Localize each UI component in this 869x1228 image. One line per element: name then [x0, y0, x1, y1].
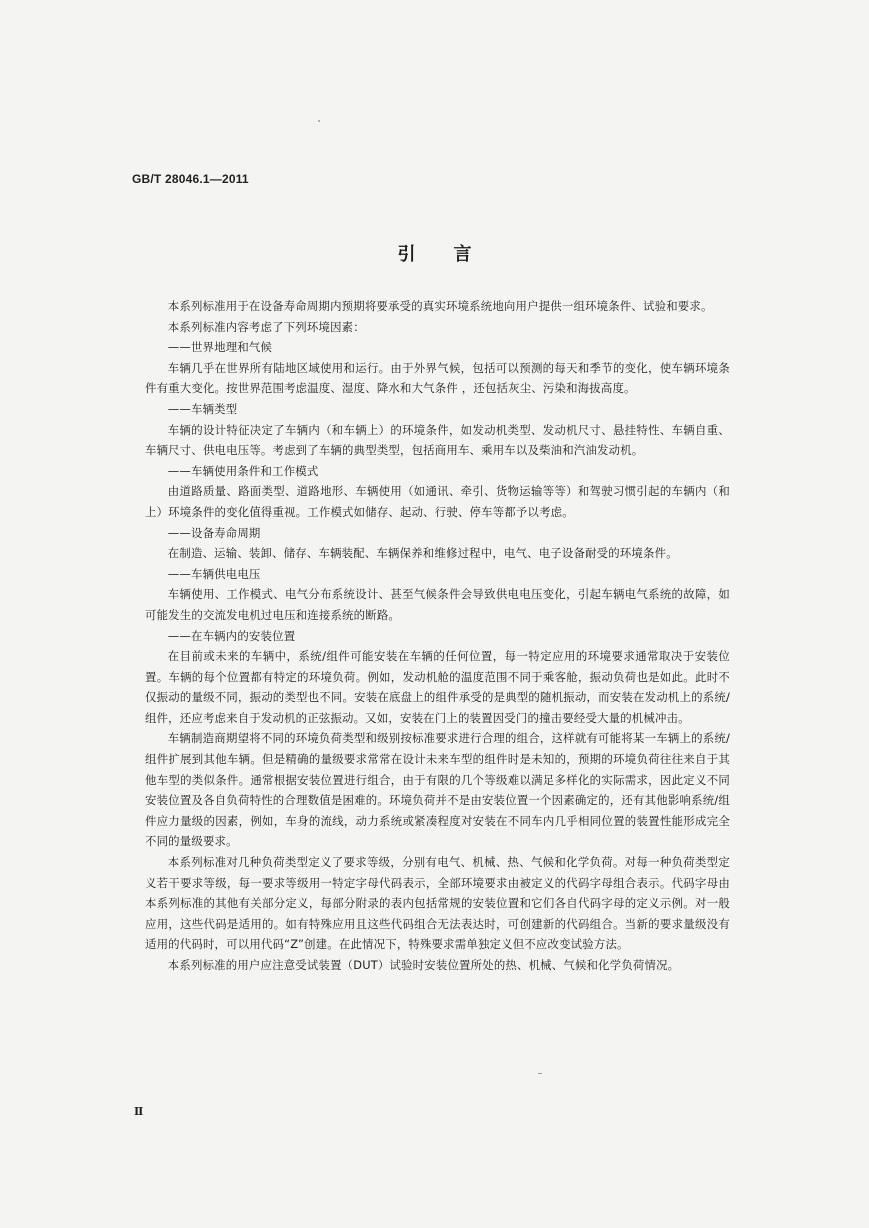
scan-speck [318, 120, 320, 122]
paragraph: 本系列标准对几种负荷类型定义了要求等级，分别有电气、机械、热、气候和化学负荷。对每一种负荷类型定义若干要求等级，每一要求等级用一特定字母代码表示，全部环境要求由被定义的代码字母组合表示。代码字母由本系列标准的其他有关部分定义，每部分附录的表内包括常规的安装位置和它们各自代码字母的定义示例。对一般应用，这些代码是适用的。如有特殊应用且这些代码组合无法表达时，可创建新的代码组合。当新的要求量级没有适用的代码时，可以用代码“Z”创建。在此情况下，特殊要求需单独定义但不应改变试验方法。 [145, 855, 730, 952]
body-text [145, 296, 730, 976]
paragraph: 在制造、运输、装卸、储存、车辆装配、车辆保养和维修过程中，电气、电子设备耐受的环境条件。 [167, 546, 678, 561]
paragraph: 车辆几乎在世界所有陆地区域使用和运行。由于外界气候，包括可以预测的每天和季节的变化，使车辆环境条件有重大变化。按世界范围考虑温度、湿度、降水和大气条件 ，还包括灰尘、污染和海拔高度。 [145, 360, 730, 396]
section-dash-heading: ——世界地理和气候 [167, 340, 273, 355]
page-title: 引言 [397, 244, 510, 265]
paragraph: 本系列标准内容考虑了下列环境因素： [167, 319, 365, 334]
paragraph: 在目前或未来的车辆中，系统/组件可能安装在车辆的任何位置，每一特定应用的环境要求通常取决于安装位置。车辆的每个位置都有特定的环境负荷。例如，发动机舱的温度范围不同于乘客舱，振动负荷也是如此。此时不仅振动的量级不同，振动的类型也不同。安装在底盘上的组件承受的是典型的随机振动，而安装在发动机上的系统/组件，还应考虑来自于发动机的正弦振动。又如，安装在门上的装置因受门的撞击要经受大量的机械冲击。 [145, 649, 730, 725]
section-dash-heading: ——在车辆内的安装位置 [167, 628, 296, 643]
standard-code: GB/T 28046.1—2011 [132, 172, 249, 186]
paragraph: 车辆的设计特征决定了车辆内（和车辆上）的环境条件，如发动机类型、发动机尺寸、悬挂特性、车辆自重、车辆尺寸、供电电压等。考虑到了车辆的典型类型，包括商用车、乘用车以及柴油和汽油发动机。 [145, 422, 730, 458]
section-dash-heading: ——车辆使用条件和工作模式 [167, 463, 319, 478]
paragraph: 车辆使用、工作模式、电气分布系统设计、甚至气候条件会导致供电电压变化，引起车辆电气系统的故障，如可能发生的交流发电机过电压和连接系统的断路。 [145, 587, 730, 622]
section-dash-heading: ——设备寿命周期 [167, 525, 261, 540]
paragraph: 本系列标准用于在设备寿命周期内预期将要承受的真实环境系统地向用户提供一组环境条件、试验和要求。 [167, 299, 713, 313]
section-dash-heading: ——车辆供电电压 [167, 566, 261, 581]
paragraph: 车辆制造商期望将不同的环境负荷类型和级别按标准要求进行合理的组合，这样就有可能将某一车辆上的系统/组件扩展到其他车辆。但是精确的量级要求常常在设计未来车型的组件时是未知的，预期的环境负荷往往来自于其他车型的类似条件。通常根据安装位置进行组合，由于有限的几个等级难以满足多样化的实际需求，因此定义不同安装位置及各自负荷特性的合理数值是困难的。环境负荷并不是由安装位置一个因素确定的，还有其他影响系统/组件应力量级的因素，例如，车身的流线，动力系统或紧凑程度对安装在不同车内几乎相同位置的装置性能形成完全不同的量级要求。 [145, 731, 730, 849]
paragraph: 由道路质量、路面类型、道路地形、车辆使用（如通讯、牵引、货物运输等等）和驾驶习惯引起的车辆内（和上）环境条件的变化值得重视。工作模式如储存、起动、行驶、停车等都予以考虑。 [145, 484, 730, 519]
paragraph: 本系列标准的用户应注意受试装置（DUT）试验时安装位置所处的热、机械、气候和化学负荷情况。 [167, 958, 680, 972]
section-dash-heading: ——车辆类型 [167, 401, 238, 416]
scan-speck [538, 1073, 542, 1074]
page-number: Ⅱ [134, 1105, 144, 1118]
